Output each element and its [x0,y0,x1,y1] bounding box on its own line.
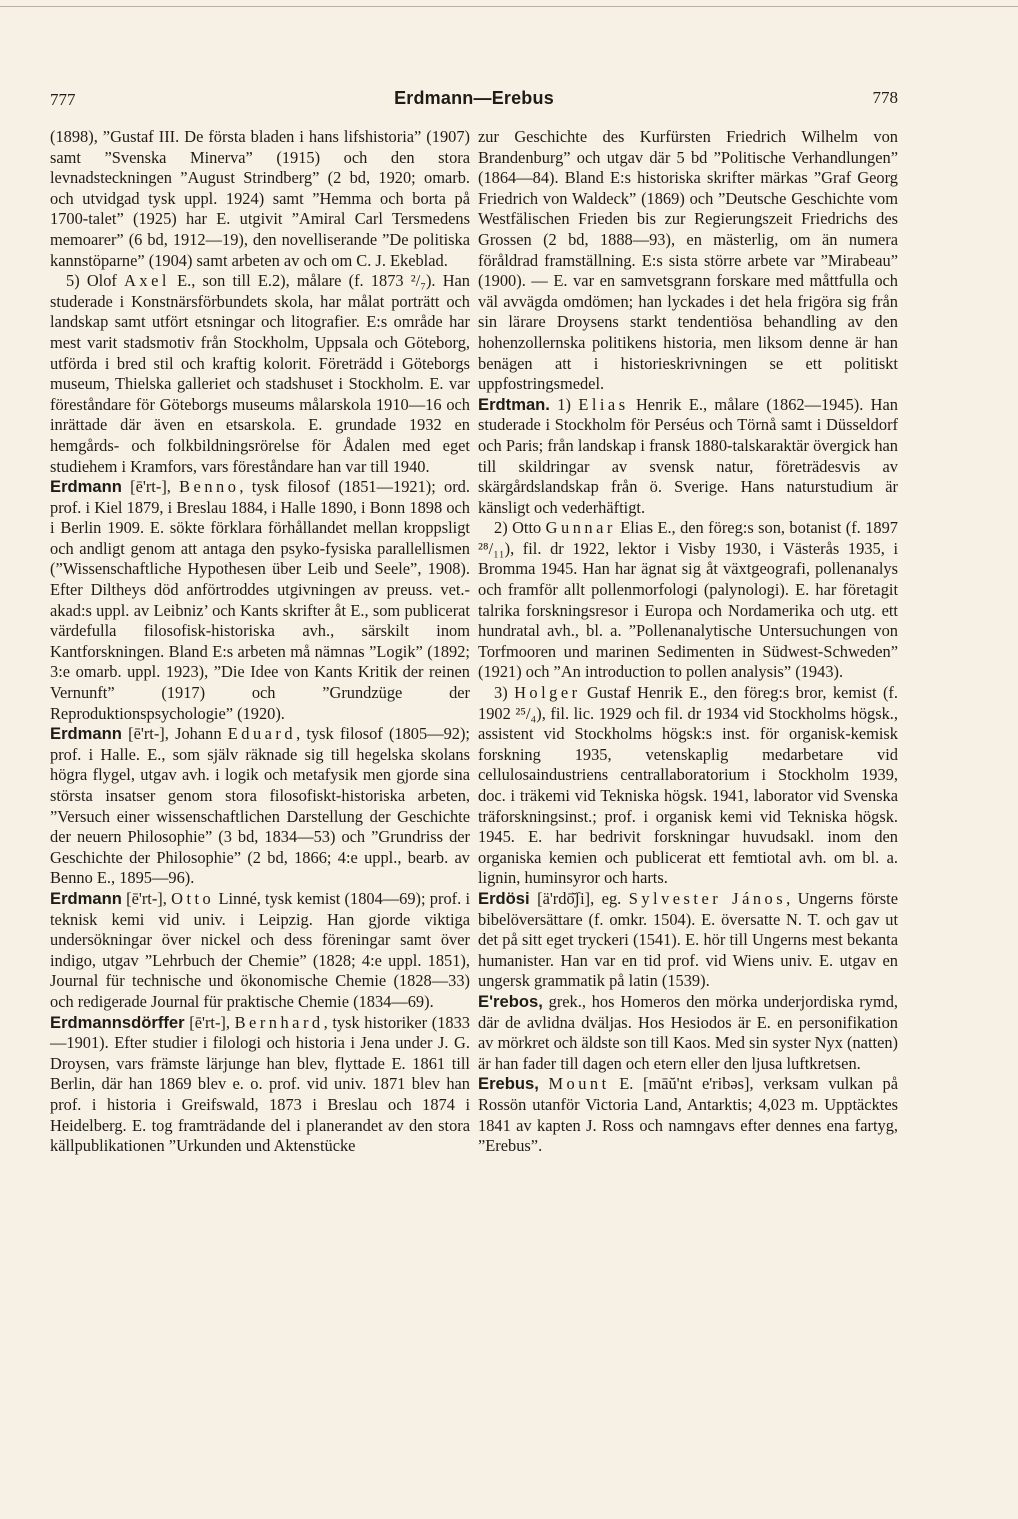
entry-subentry: 5) Olof Axel E., son till E.2), målare (f. 1873 ²/₇). Han studerade i Konstnärsförbundets skola, har målat porträtt och landskap samt utfört etsningar och litografier. E:s område har mest varit stadsmotiv från Stockholm, Uppsala och Göteborg, utförda i bred stil och kraftig kolorit. Företrädd i Göteborgs museum, Thielska galleriet och stadshuset i Stockholm. E. var föreståndare för Göteborgs museums målarskola 1910—16 och inrättade där även en etsarskola. E. grundade 1932 en hemgårds- och folkbildningsrörelse för Ådalen med eget studiehem i Kramfors, vars föreståndare han var till 1940. [50,271,470,476]
entry-erdtman: Erdtman. 1) Elias Henrik E., målare (1862—1945). Han studerade i Stockholm för Perséus och Törnå samt i Düsseldorf och Paris; från landskap i fransk 1880-talskaraktär övergick han till skildringar av svensk natur, företrädesvis av skärgårdslandskap från ö. Sverige. Hans naturstudium är känsligt och vederhäftigt. [478,394,898,517]
headword: Erdmann [50,888,122,908]
entry-erebus: Erebus, Mount E. [māŭ'nt e'ribəs], verksam vulkan på Rossön utanför Victoria Land, Antarktis; 4,023 m. Upptäcktes 1841 av kapten J. Ross och namngavs efter dennes ena fartyg, ”Erebus”. [478,1074,898,1156]
page-number-right: 778 [872,88,898,107]
right-column [478,127,898,1157]
headword: Erebus, [478,1074,539,1094]
headword: E'rebos, [478,991,543,1011]
entry-subentry: 3) Holger Gustaf Henrik E., den föreg:s bror, kemist (f. 1902 ²⁵/₄), fil. lic. 1929 och fil. dr 1934 vid Stockholms högsk., assistent vid Stockholms högsk:s inst. för organisk-kemisk forskning 1935, vetenskaplig medarbetare vid cellulosaindustriens centrallaboratorium i Stockholm 1939, doc. i träkemi vid Tekniska högsk. 1941, laborator vid Svenska träforskningsinst.; prof. i organisk kemi vid Tekniska högsk. 1945. E. har bedrivit forskningar huvudsakl. inom den organiska kemien och publicerat ett femtiotal avh. om bl. a. lignin, huminsyror och harts. [478,683,898,888]
headword: Erdmann [50,477,122,497]
headword: Erdtman. [478,394,550,414]
entry-subentry: 2) Otto Gunnar Elias E., den föreg:s son, botanist (f. 1897 ²⁸/₁₁), fil. dr 1922, lektor i Visby 1930, i Västerås 1935, i Bromma 1945. Han har ägnat sig åt växtgeografi, pollenanalys och framför allt pollenmorfologi (palynologi). E. har företagit talrika forskningsresor i Europa och Nordamerika och utg. ett hundratal avh., bl. a. ”Pollenanalytische Untersuchungen von Torfmooren und marinen Sedimenten in Südwest-Schweden” (1921) och ”An introduction to pollen analysis” (1943). [478,518,898,682]
entry-erdmannsdorffer: Erdmannsdörffer [ē'rt-], Bernhard, tysk historiker (1833—1901). Efter studier i filologi och historia i Jena under J. G. Droysen, vars främste lärjunge han blev, flyttade E. 1861 till Berlin, där han 1869 blev e. o. prof. vid univ. 1871 blev han prof. i historia i Greifswald, 1873 i Breslau och 1874 i Heidelberg. E. tog framträdande del i planerandet av den stora källpublikationen ”Urkunden und Aktenstücke [50,1012,470,1156]
entry-erdosi: Erdösi [ä'rdō̆ʃi], eg. Sylvester János, Ungerns förste bibelöversättare (f. omkr. 1504). E. översatte N. T. och gav ut det på sitt eget tryckeri (1541). E. hör till Ungerns mest bekanta humanister. Han var en tid prof. vid Wiens univ. E. utgav en ungersk grammatik på latin (1539). [478,888,898,991]
entry-erdmann-benno: Erdmann [ē'rt-], Benno, tysk filosof (1851—1921); ord. prof. i Kiel 1879, i Breslau 1884, i Halle 1890, i Bonn 1898 och i Berlin 1909. E. sökte förklara förhållandet mellan kroppsligt och andligt genom att antaga den psyko-fysiska parallellismen (”Wissenschaftliche Hypothesen über Leib und Seele”, 1908). Efter Diltheys död anförtroddes utgivningen av preuss. vet.-akad:s uppl. av Leibniz’ och Kants skrifter åt E., som publicerat värdefulla filosofisk-historiska avh., särskilt inom Kantforskningen. Bland E:s arbeten må nämnas ”Logik” (1892; 3:e omarb. uppl. 1923), ”Die Idee von Kants Kritik der reinen Vernunft” (1917) och ”Grundzüge der Reproduktionspsychologie” (1920). [50,477,470,723]
headword: Erdmann [50,724,122,744]
headword: Erdösi [478,888,530,908]
entry-continuation: zur Geschichte des Kurfürsten Friedrich Wilhelm von Brandenburg” och utgav där 5 bd ”Politische Verhandlungen” (1864—84). Bland E:s historiska skrifter märkas ”Graf Georg Friedrich von Waldeck” (1869) och ”Deutsche Geschichte vom Westfälischen Frieden bis zur Regierungszeit Friedrichs des Grossen (2 bd, 1888—93), en mästerlig, om än numera föråldrad framställning. E:s sista större arbete var ”Mirabeau” (1900). — E. var en samvetsgrann forskare med måttfulla och väl avvägda omdömen; han lyckades i det hela frigöra sig från sin lärare Droysens starkt tendentiösa behandling av den hohenzollernska politikens historia, men liksom denne är han benägen att i historieskrivningen se ett politiskt uppfostringsmedel. [478,127,898,394]
page-number-left: 777 [50,90,76,109]
entry-erdmann-eduard: Erdmann [ē'rt-], Johann Eduard, tysk filosof (1805—92); prof. i Halle. E., som själv räknade sig till hegelska skolans högra flygel, utgav avh. i logik och metafysik men gjorde sina största insatser genom stora filosofiskt-historiska arbeten, ”Versuch einer wissenschaftlichen Darstellung der Geschichte der neuern Philosophie” (3 bd, 1834—53) och ”Grundriss der Geschichte der Philosophie” (2 bd, 1866; 4:e uppl., bearb. av Benno E., 1895—96). [50,724,470,888]
entry-erdmann-otto: Erdmann [ē'rt-], Otto Linné, tysk kemist (1804—69); prof. i teknisk kemi vid univ. i Leipzig. Han gjorde viktiga undersökningar över nickel och dess föreningar samt över indigo, utgav ”Lehrbuch der Chemie” (1828; 4:e uppl. 1851), Journal für technische und ökonomische Chemie (1828—33) och redigerade Journal für praktische Chemie (1834—69). [50,888,470,1011]
headword: Erdmannsdörffer [50,1012,185,1032]
left-column [50,127,470,1157]
entry-continuation: (1898), ”Gustaf III. De första bladen i hans lifshistoria” (1907) samt ”Svenska Minerva” (1915) och den stora levnadsteckningen ”August Strindberg” (2 bd, 1920; omarb. och utvidgad tysk uppl. 1924) samt ”Hemma och borta på 1700-talet” (1925) har E. utgivit ”Amiral Carl Tersmedens memoarer” (6 bd, 1912—19), den novelliserande ”De politiska kannstöparne” (1904) samt arbeten av och om C. J. Ekeblad. [50,127,470,270]
page-header [50,88,898,116]
entry-erebos: E'rebos, grek., hos Homeros den mörka underjordiska rymd, där de avlidna dväljas. Hos Hesiodos är E. en personifikation av mörkret och äldste son till Kaos. Med sin syster Nyx (natten) är han fader till dagen och etern eller den ljusa luftkretsen. [478,991,898,1073]
top-edge-line [0,6,1018,7]
running-title: Erdmann—Erebus [394,88,554,108]
